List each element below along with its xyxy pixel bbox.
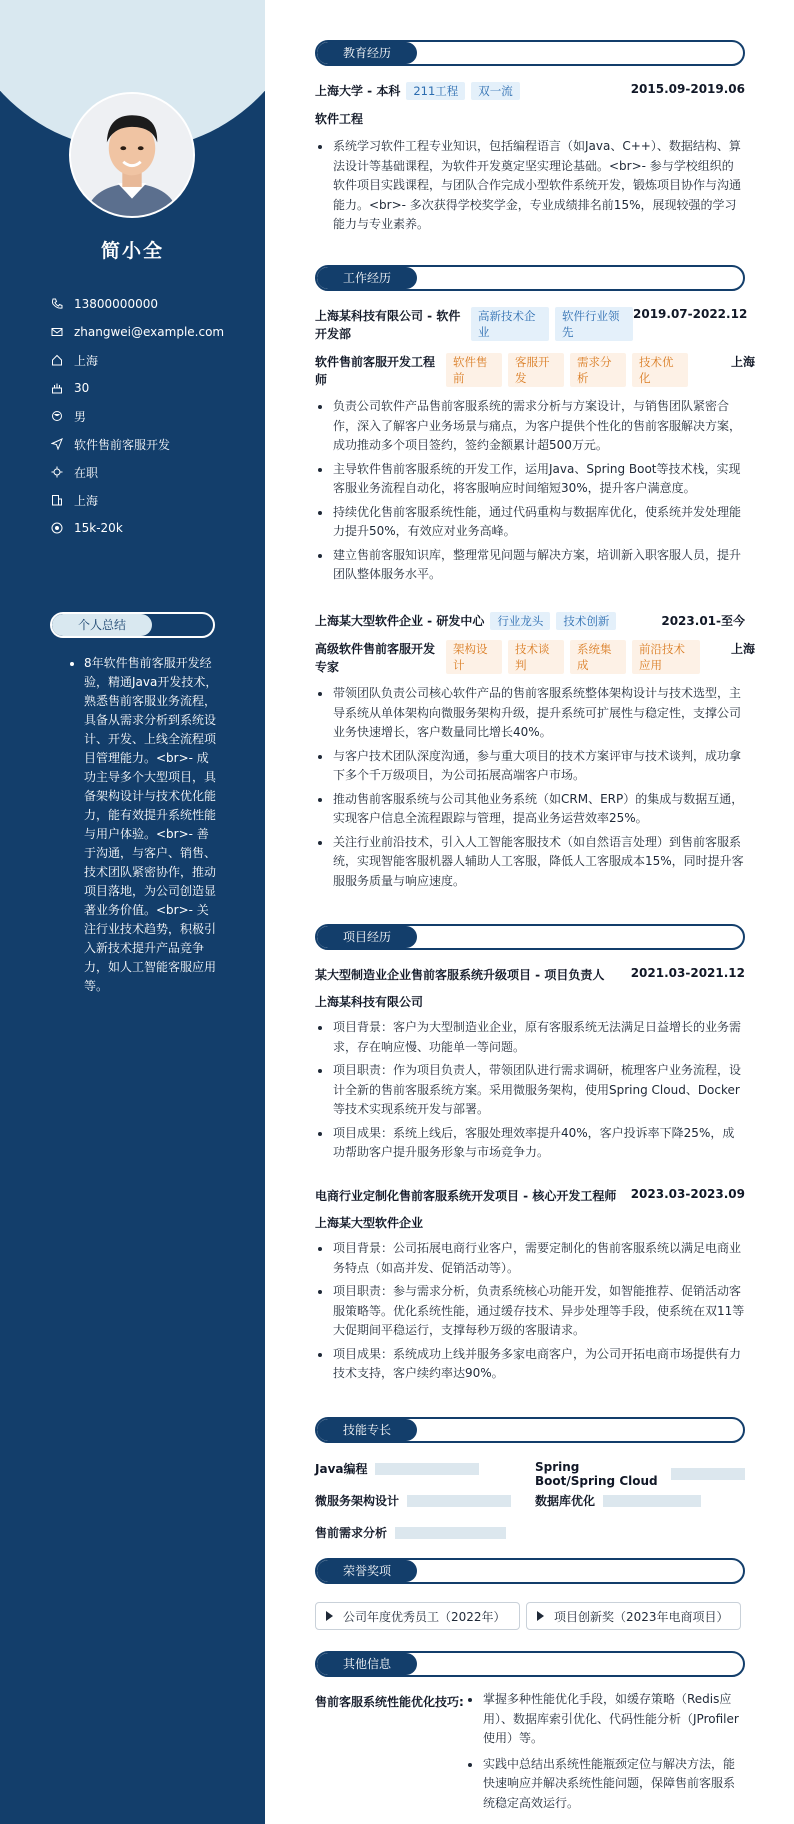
contact-text: 15k-20k [74,521,123,535]
contact-location [50,346,260,374]
skill-name: 数据库优化 [535,1494,596,1508]
avatar-photo [71,94,193,216]
skills-section-header [315,1417,745,1443]
send-icon [50,437,64,451]
education-date: 2015.09-2019.06 [630,82,745,96]
avatar [69,92,195,218]
education-school: 上海大学 - 本科 [315,84,401,98]
project-bullet: 项目背景：客户为大型制造业企业，原有客服系统无法满足日益增长的业务需求，存在响应慢、功能单一等问题。 [315,1018,745,1057]
job-date: 2023.01-至今 [661,614,745,628]
email-icon [50,325,64,339]
education-tag: 211工程 [406,82,465,100]
project-org: 上海某科技有限公司 [315,995,424,1009]
education-section-header [315,40,745,66]
building-icon [50,493,64,507]
home-icon [50,353,64,367]
education-title: 教育经历 [317,42,417,64]
summary-text [70,654,220,996]
education-bullet: 系统学习软件工程专业知识，包括编程语言（如Java、C++）、数据结构、算法设计等基础课程，为软件开发奠定坚实理论基础。<br>- 参与学校组织的软件项目实践课程，与团队合作完成小型软件系统开发，锻炼项目协作与沟通能力。<br>- 多次获得学校奖学金，专业成绩排名前15%，展现较强的学习能力与专业素养。 [315,137,745,235]
job-bullet: 建立售前客服知识库，整理常见问题与解决方案，培训新入职客服人员，提升团队整体服务水平。 [315,546,745,585]
work-title: 工作经历 [317,267,417,289]
job-company: 上海某大型软件企业 - 研发中心 [315,614,485,628]
job-role: 高级软件售前客服开发专家 [315,642,436,674]
project-org: 上海某大型软件企业 [315,1216,424,1230]
award-item[interactable] [315,1602,520,1630]
contact-text: 上海 [74,353,99,368]
job-bullet: 持续优化售前客服系统性能，通过代码重构与数据库优化，使系统并发处理能力提升50%，有效应对业务高峰。 [315,503,745,542]
gender-icon [50,409,64,423]
contact-text: 软件售前客服开发 [74,437,171,452]
project-name: 某大型制造业企业售前客服系统升级项目 - 项目负责人 [315,968,605,982]
job-bullet: 关注行业前沿技术，引入人工智能客服技术（如自然语言处理）到售前客服系统，实现智能客服机器人辅助人工客服，降低人工客服成本15%，同时提升客服服务质量与响应速度。 [315,833,745,892]
skill-item [315,1492,511,1509]
job-role-tag: 软件售前 [446,353,502,387]
project-1 [315,966,745,1167]
contact-text: 30 [74,381,90,395]
project-2 [315,1187,745,1388]
skill-name: Spring Boot/Spring Cloud [535,1460,658,1488]
job-role-tag: 系统集成 [570,640,626,674]
job-bullet: 负责公司软件产品售前客服系统的需求分析与方案设计，与销售团队紧密合作，深入了解客户业务场景与痛点，为客户提供个性化的售前客服解决方案，成功推动多个项目签约，签约金额累计超500万元。 [315,397,745,456]
project-bullet: 项目职责：参与需求分析，负责系统核心功能开发，如智能推荐、促销活动客服策略等。优化系统性能，通过缓存技术、异步处理等手段，使系统在双11等大促期间平稳运行，支撑每秒万级的客服请求。 [315,1282,745,1341]
job-1 [315,307,756,589]
phone-icon [50,297,64,311]
education-tag: 双一流 [471,82,520,100]
project-bullet: 项目职责：作为项目负责人，带领团队进行需求调研，梳理客户业务流程，设计全新的售前客服系统方案。采用微服务架构，使用Spring Cloud、Docker等技术实现系统开发与部署。 [315,1061,745,1120]
job-role-row [315,353,756,389]
contact-text: 13800000000 [74,297,158,311]
job-city: 上海 [731,355,756,369]
other-bullet: 实践中总结出系统性能瓶颈定位与解决方法，能快速响应并解决系统性能问题，保障售前客服系统稳定高效运行。 [465,1755,745,1814]
education-major: 软件工程 [315,112,364,126]
job-company-tag: 行业龙头 [490,612,550,630]
education-block [315,82,745,239]
project-date: 2023.03-2023.09 [630,1187,745,1201]
job-company-tag: 高新技术企业 [471,307,549,341]
contact-city [50,486,260,514]
salary-icon [50,521,64,535]
skill-name: 售前需求分析 [315,1526,388,1540]
project-head [315,1187,745,1204]
play-icon [326,1611,333,1621]
awards-section-header [315,1558,745,1584]
other-section-header [315,1651,745,1677]
contact-intent [50,430,260,458]
award-item[interactable] [526,1602,741,1630]
skill-item [315,1460,479,1477]
contact-text: 男 [74,409,87,424]
project-bullet: 项目成果：系统成功上线并服务多家电商客户，为公司开拓电商市场提供有力技术支持，客户续约率达90%。 [315,1345,745,1384]
award-label: 公司年度优秀员工（2022年） [343,1609,506,1624]
contact-email [50,318,260,346]
project-bullet: 项目背景：公司拓展电商行业客户，需要定制化的售前客服系统以满足电商业务特点（如高并发、促销活动等）。 [315,1239,745,1278]
contact-list [50,290,260,542]
job-date: 2019.07-2022.12 [633,307,748,321]
job-head [315,612,745,630]
project-bullet: 项目成果：系统上线后，客服处理效率提升40%，客户投诉率下降25%，成功帮助客户提升服务形象与市场竞争力。 [315,1124,745,1163]
skill-bar [671,1468,745,1480]
award-label: 项目创新奖（2023年电商项目） [554,1609,729,1624]
job-role-row [315,640,756,676]
awards-title: 荣誉奖项 [317,1560,417,1582]
skill-bar [375,1463,479,1475]
projects-title: 项目经历 [317,926,417,948]
job-role-tag: 技术优化 [632,353,688,387]
job-bullet: 带领团队负责公司核心软件产品的售前客服系统整体架构设计与技术选型，主导系统从单体架构向微服务架构升级，提升系统可扩展性与稳定性，支撑公司业务快速增长，客户数量同比增长40%。 [315,684,745,743]
job-company-tag: 软件行业领先 [555,307,633,341]
job-role-tag: 前沿技术应用 [632,640,700,674]
other-title: 其他信息 [317,1653,417,1675]
status-icon [50,465,64,479]
skill-name: Java编程 [315,1462,368,1476]
job-company-tag: 技术创新 [556,612,616,630]
job-role-tag: 需求分析 [570,353,626,387]
job-head [315,307,748,343]
skills-title: 技能专长 [317,1419,417,1441]
summary-bullet: • 8年软件售前客服开发经验，精通Java开发技术，熟悉售前客服业务流程，具备从需求分析到系统设计、开发、上线全流程项目管理能力。<br>- 成功主导多个大型项目，具备架构设计与技术优化能力，能有效提升系统性能与用户体验。<br>- 善于沟通，与客户、销售、技术团队紧密协作，推动项目落地，为公司创造显著业务价值。<br>- 关注行业技术趋势，积极引入新技术提升产品竞争力，如人工智能客服应用等。 [84,654,220,996]
skill-item [535,1492,701,1509]
cake-icon [50,381,64,395]
sidebar [0,0,265,1824]
contact-salary [50,514,260,542]
contact-gender [50,402,260,430]
projects-section-header [315,924,745,950]
contact-status [50,458,260,486]
other-label: 售前客服系统性能优化技巧: [315,1695,464,1709]
contact-phone [50,290,260,318]
contact-text: 在职 [74,465,99,480]
project-head [315,966,745,983]
summary-title: 个人总结 [52,614,152,636]
skill-item [535,1460,745,1488]
skill-bar [395,1527,506,1539]
project-name: 电商行业定制化售前客服系统开发项目 - 核心开发工程师 [315,1189,617,1203]
contact-text: 上海 [74,493,99,508]
work-section-header [315,265,745,291]
skill-item [315,1524,506,1541]
contact-age [50,374,260,402]
skill-bar [603,1495,701,1507]
job-role-tag: 技术谈判 [508,640,564,674]
skill-bar [407,1495,511,1507]
job-bullet: 主导软件售前客服系统的开发工作，运用Java、Spring Boot等技术栈，实现客服业务流程自动化，将客服响应时间缩短30%，提升客户满意度。 [315,460,745,499]
project-date: 2021.03-2021.12 [630,966,745,980]
play-icon [537,1611,544,1621]
job-role: 软件售前客服开发工程师 [315,355,436,387]
job-role-tag: 客服开发 [508,353,564,387]
profile-name: 简小全 [100,240,164,262]
other-bullet: 掌握多种性能优化手段，如缓存策略（Redis应用）、数据库索引优化、代码性能分析（JProfiler使用）等。 [465,1690,745,1749]
job-bullet: 与客户技术团队深度沟通，参与重大项目的技术方案评审与技术谈判，成功拿下多个千万级项目，为公司拓展高端客户市场。 [315,747,745,786]
job-city: 上海 [731,642,756,656]
education-head [315,82,745,100]
job-role-tag: 架构设计 [446,640,502,674]
contact-text: zhangwei@example.com [74,325,225,339]
skill-name: 微服务架构设计 [315,1494,400,1508]
job-2 [315,612,756,895]
summary-section-header [50,612,215,638]
job-bullet: 推动售前客服系统与公司其他业务系统（如CRM、ERP）的集成与数据互通，实现客户信息全流程跟踪与管理，提高业务运营效率25%。 [315,790,745,829]
job-company: 上海某科技有限公司 - 软件开发部 [315,309,461,341]
